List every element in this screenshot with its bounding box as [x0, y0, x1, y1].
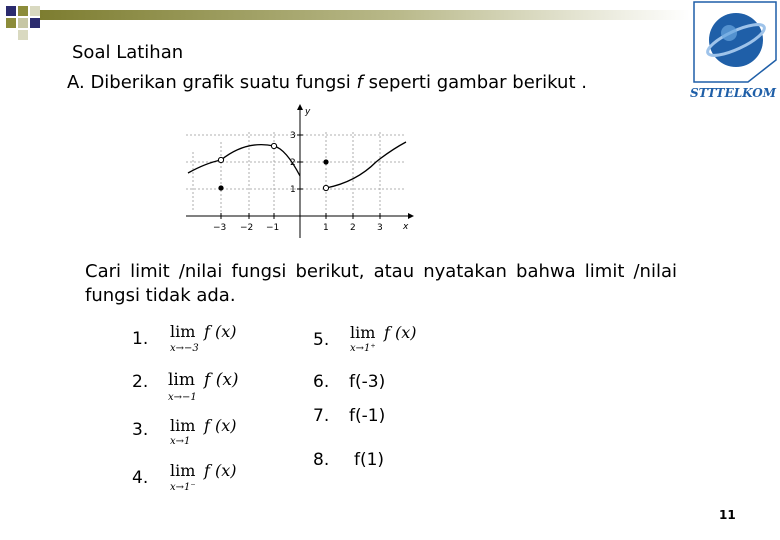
function-name: f	[356, 72, 363, 93]
filled-point	[323, 159, 328, 164]
y-tick-label: 1	[290, 185, 296, 195]
deco-square	[6, 18, 16, 28]
function-expression: f (x)	[204, 322, 237, 341]
logo-text: STTTELKOM	[689, 86, 777, 100]
header-bar	[40, 10, 690, 20]
page-number: 11	[719, 508, 736, 522]
limit-expression	[170, 461, 250, 495]
intro-prefix: A. Diberikan grafik suatu fungsi	[67, 72, 357, 93]
question-number: 4.	[132, 468, 149, 488]
limit-subscript: x→−1	[168, 392, 197, 403]
limit-expression	[170, 416, 250, 450]
task-text: Cari limit /nilai fungsi berikut, atau nyatakan bahwa limit /nilai fungsi tidak ada.	[85, 261, 677, 306]
deco-square	[30, 6, 40, 16]
limit-expression	[350, 323, 430, 357]
deco-square	[18, 6, 28, 16]
x-tick-label: −2	[240, 223, 254, 233]
function-expression: f (x)	[204, 370, 239, 390]
x-tick-label: −1	[266, 223, 280, 233]
stttelkom-logo	[686, 0, 780, 104]
function-expression: f (x)	[204, 416, 237, 435]
deco-square	[18, 18, 28, 28]
question-text: f(-1)	[349, 406, 386, 426]
filled-point	[218, 185, 223, 190]
slide-title: Soal Latihan	[72, 42, 184, 63]
question-number: 6.	[313, 372, 330, 392]
y-tick-label: 2	[290, 158, 296, 168]
question-number: 8.	[313, 450, 330, 470]
function-expression: f (x)	[384, 323, 417, 342]
question-text: f(1)	[354, 450, 385, 470]
x-tick-label: 1	[323, 223, 329, 233]
deco-square	[30, 18, 40, 28]
question-number: 2.	[132, 372, 149, 392]
lim-text: lim	[170, 416, 196, 435]
limit-subscript: x→1⁺	[350, 343, 376, 354]
curve-right	[326, 142, 406, 188]
y-axis-label: y	[305, 107, 311, 117]
y-tick-label: 3	[290, 131, 296, 141]
limit-subscript: x→−3	[170, 343, 199, 354]
x-tick-label: 3	[377, 223, 383, 233]
lim-text: lim	[168, 370, 195, 390]
question-text: f(-3)	[349, 372, 386, 392]
x-axis-label: x	[403, 222, 409, 232]
intro-suffix: seperti gambar berikut .	[362, 72, 587, 93]
lim-text: lim	[170, 322, 196, 341]
open-point	[218, 157, 223, 162]
limit-subscript: x→1⁻	[170, 482, 196, 493]
function-graph	[186, 102, 416, 238]
intro-text	[67, 72, 587, 93]
limit-subscript: x→1	[170, 436, 191, 447]
question-number: 3.	[132, 420, 149, 440]
open-point	[271, 143, 276, 148]
question-number: 1.	[132, 329, 149, 349]
curve-left	[188, 145, 300, 176]
deco-square	[6, 6, 16, 16]
lim-text: lim	[170, 461, 196, 480]
function-expression: f (x)	[204, 461, 237, 480]
x-tick-label: −3	[213, 223, 227, 233]
limit-expression	[168, 370, 254, 404]
question-number: 7.	[313, 406, 330, 426]
open-point	[323, 185, 328, 190]
question-number: 5.	[313, 330, 330, 350]
limit-expression	[170, 322, 250, 356]
lim-text: lim	[350, 323, 376, 342]
deco-square	[18, 30, 28, 40]
x-tick-label: 2	[350, 223, 356, 233]
